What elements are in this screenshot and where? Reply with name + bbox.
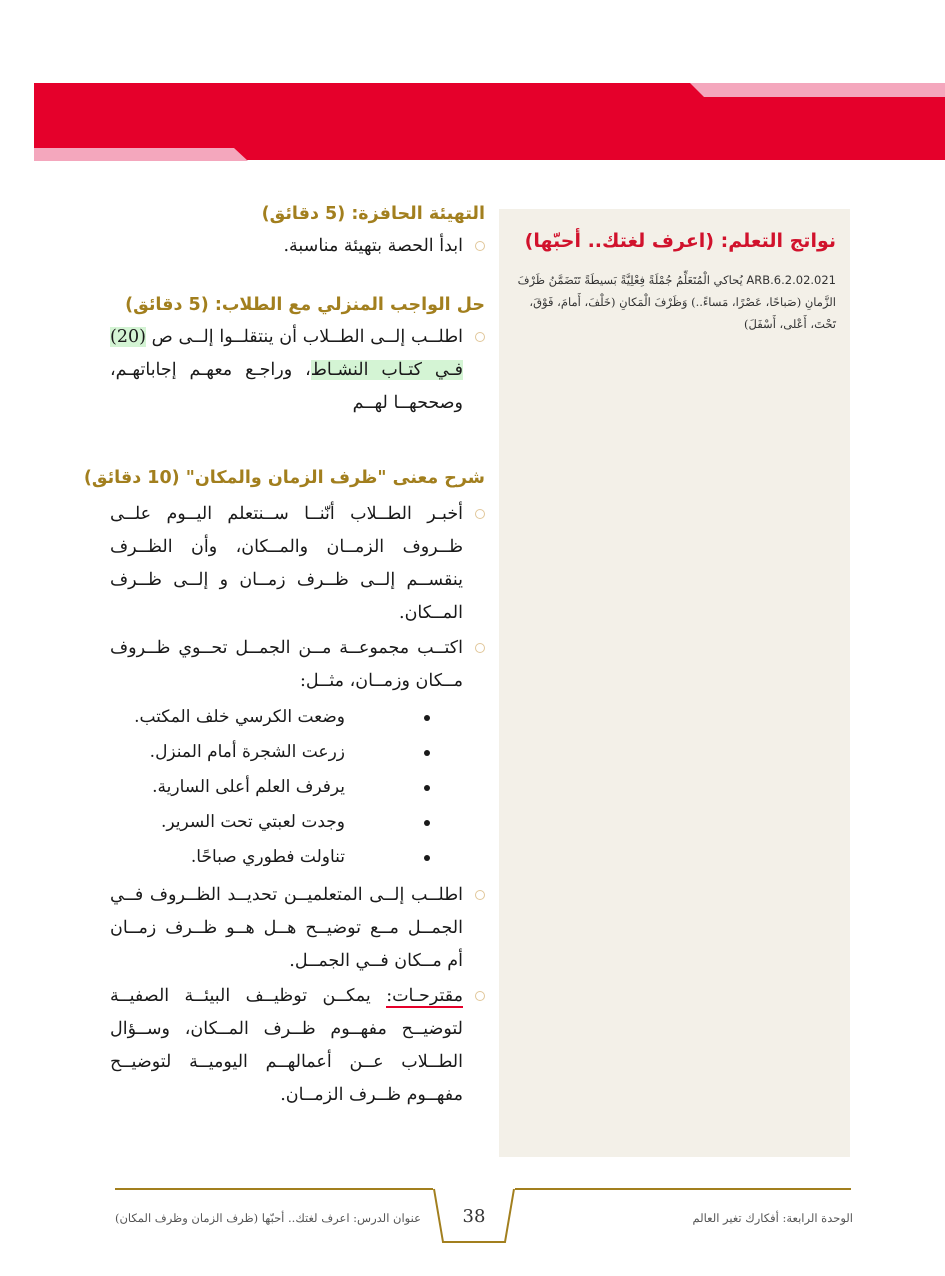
- homework-text-after: ، وراجـع معهـم إجاباتهـم، وصححهــا لهــم: [110, 360, 463, 413]
- example-sentence-text: وجدت لعبتي تحت السرير.: [160, 812, 345, 832]
- suggestions-text: يمكــن توظيــف البيئــة الصفيــة لتوضيــح مفهــوم ظــرف المــكان، وســؤال الطــلاب عــن أعمالهــم اليوميــة لتوضيــح مفهــوم ظــرف الزمــان.: [110, 986, 463, 1105]
- explanation-item-3-text: اطلــب إلــى المتعلميــن تحديــد الظــروف فــي الجمــل مــع توضيــح هــل هــو ظــرف زمــان أم مــكان فــي الجمــل.: [110, 885, 463, 971]
- bullet-dot: [424, 855, 430, 861]
- explanation-duration: (10 دقائق): [83, 468, 180, 488]
- bullet-icon: [475, 890, 485, 900]
- bullet-dot: [424, 750, 430, 756]
- bullet-icon: [475, 991, 485, 1001]
- explanation-title: [83, 468, 485, 488]
- lesson-main-column: [83, 200, 485, 1112]
- warmup-title: [110, 204, 485, 224]
- explanation-item-1-text: أخبـر الطــلاب أنّنــا ســنتعلم اليــوم علــى ظــروف الزمــان والمــكان، وأن الظــرف ينقســم إلــى ظــرف زمــان و إلــى ظــرف المــكان.: [110, 504, 463, 623]
- learning-outcomes-panel: [499, 209, 850, 1157]
- example-sentence: [110, 735, 485, 770]
- homework-text-before: اطلــب إلــى الطــلاب أن ينتقلــوا إلــى ص: [151, 327, 463, 347]
- explanation-item-2: [110, 632, 485, 698]
- example-sentence-text: وضعت الكرسي خلف المكتب.: [134, 707, 345, 727]
- example-sentence-text: تناولت فطوري صباحًا.: [190, 847, 345, 867]
- homework-duration: (5 دقائق): [125, 295, 209, 315]
- homework-page-ref: (20): [110, 327, 146, 347]
- example-sentence-text: زرعت الشجرة أمام المنزل.: [149, 742, 345, 762]
- outcome-description: يُحاكي الْمُتَعَلِّمُ جُمْلَةً فِعْلِيَّةً بَسيطَةً تَتَضَمَّنُ ظَرْفَ الزَّمانِ (صَباحًا، عَصْرًا، مَساءً..) وَظَرْفَ الْمَكانِ (خَلْفَ، أَمامَ، فَوْقَ، تَحْتَ، أَعْلى، أَسْفَلَ): [517, 273, 836, 331]
- bullet-icon: [475, 643, 485, 653]
- header-accent-bottom: [34, 148, 248, 161]
- outcome-code: ARB.6.2.02.021: [746, 273, 836, 287]
- warmup-item-text: ابدأ الحصة بتهيئة مناسبة.: [283, 236, 463, 256]
- example-sentences-list: [110, 700, 485, 875]
- explanation-item-1: [110, 498, 485, 630]
- bullet-dot: [424, 715, 430, 721]
- homework-item: [110, 321, 485, 420]
- example-sentence: [110, 770, 485, 805]
- footer-rule-right: [515, 1188, 851, 1190]
- suggestions-item: [110, 980, 485, 1112]
- footer-lesson-title: عنوان الدرس: اعرف لغتك.. أحبّها (ظرف الزمان وظرف المكان): [115, 1211, 421, 1225]
- header-accent-top: [690, 83, 945, 97]
- warmup-duration: (5 دقائق): [261, 204, 346, 224]
- example-sentence: [110, 805, 485, 840]
- explanation-item-2-text: اكتــب مجموعــة مــن الجمــل تحــوي ظــروف مــكان وزمــان، مثــل:: [110, 638, 463, 691]
- warmup-item: [110, 230, 485, 263]
- explanation-item-3: [110, 879, 485, 978]
- homework-title-text: حل الواجب المنزلي مع الطلاب:: [214, 295, 485, 315]
- example-sentence: [110, 840, 485, 875]
- footer-rule-left: [115, 1188, 433, 1190]
- learning-outcomes-title: نواتج التعلم: (اعرف لغتك.. أحبّها): [524, 230, 836, 252]
- homework-title: [110, 295, 485, 315]
- explanation-title-text: شرح معنى "ظرف الزمان والمكان": [185, 468, 485, 488]
- bullet-dot: [424, 820, 430, 826]
- learning-outcome-text: [510, 269, 836, 335]
- warmup-title-text: التهيئة الحافزة:: [351, 204, 485, 224]
- homework-book-ref: فـي كتـاب النشـاط: [310, 360, 463, 380]
- bullet-icon: [475, 241, 485, 251]
- page-number: 38: [462, 1206, 486, 1227]
- footer-unit: الوحدة الرابعة: أفكارك تغير العالم: [692, 1211, 853, 1225]
- suggestions-label: مقترحـات:: [386, 986, 463, 1006]
- bullet-dot: [424, 785, 430, 791]
- example-sentence-text: يرفرف العلم أعلى السارية.: [152, 777, 345, 797]
- bullet-icon: [475, 509, 485, 519]
- example-sentence: [110, 700, 485, 735]
- bullet-icon: [475, 332, 485, 342]
